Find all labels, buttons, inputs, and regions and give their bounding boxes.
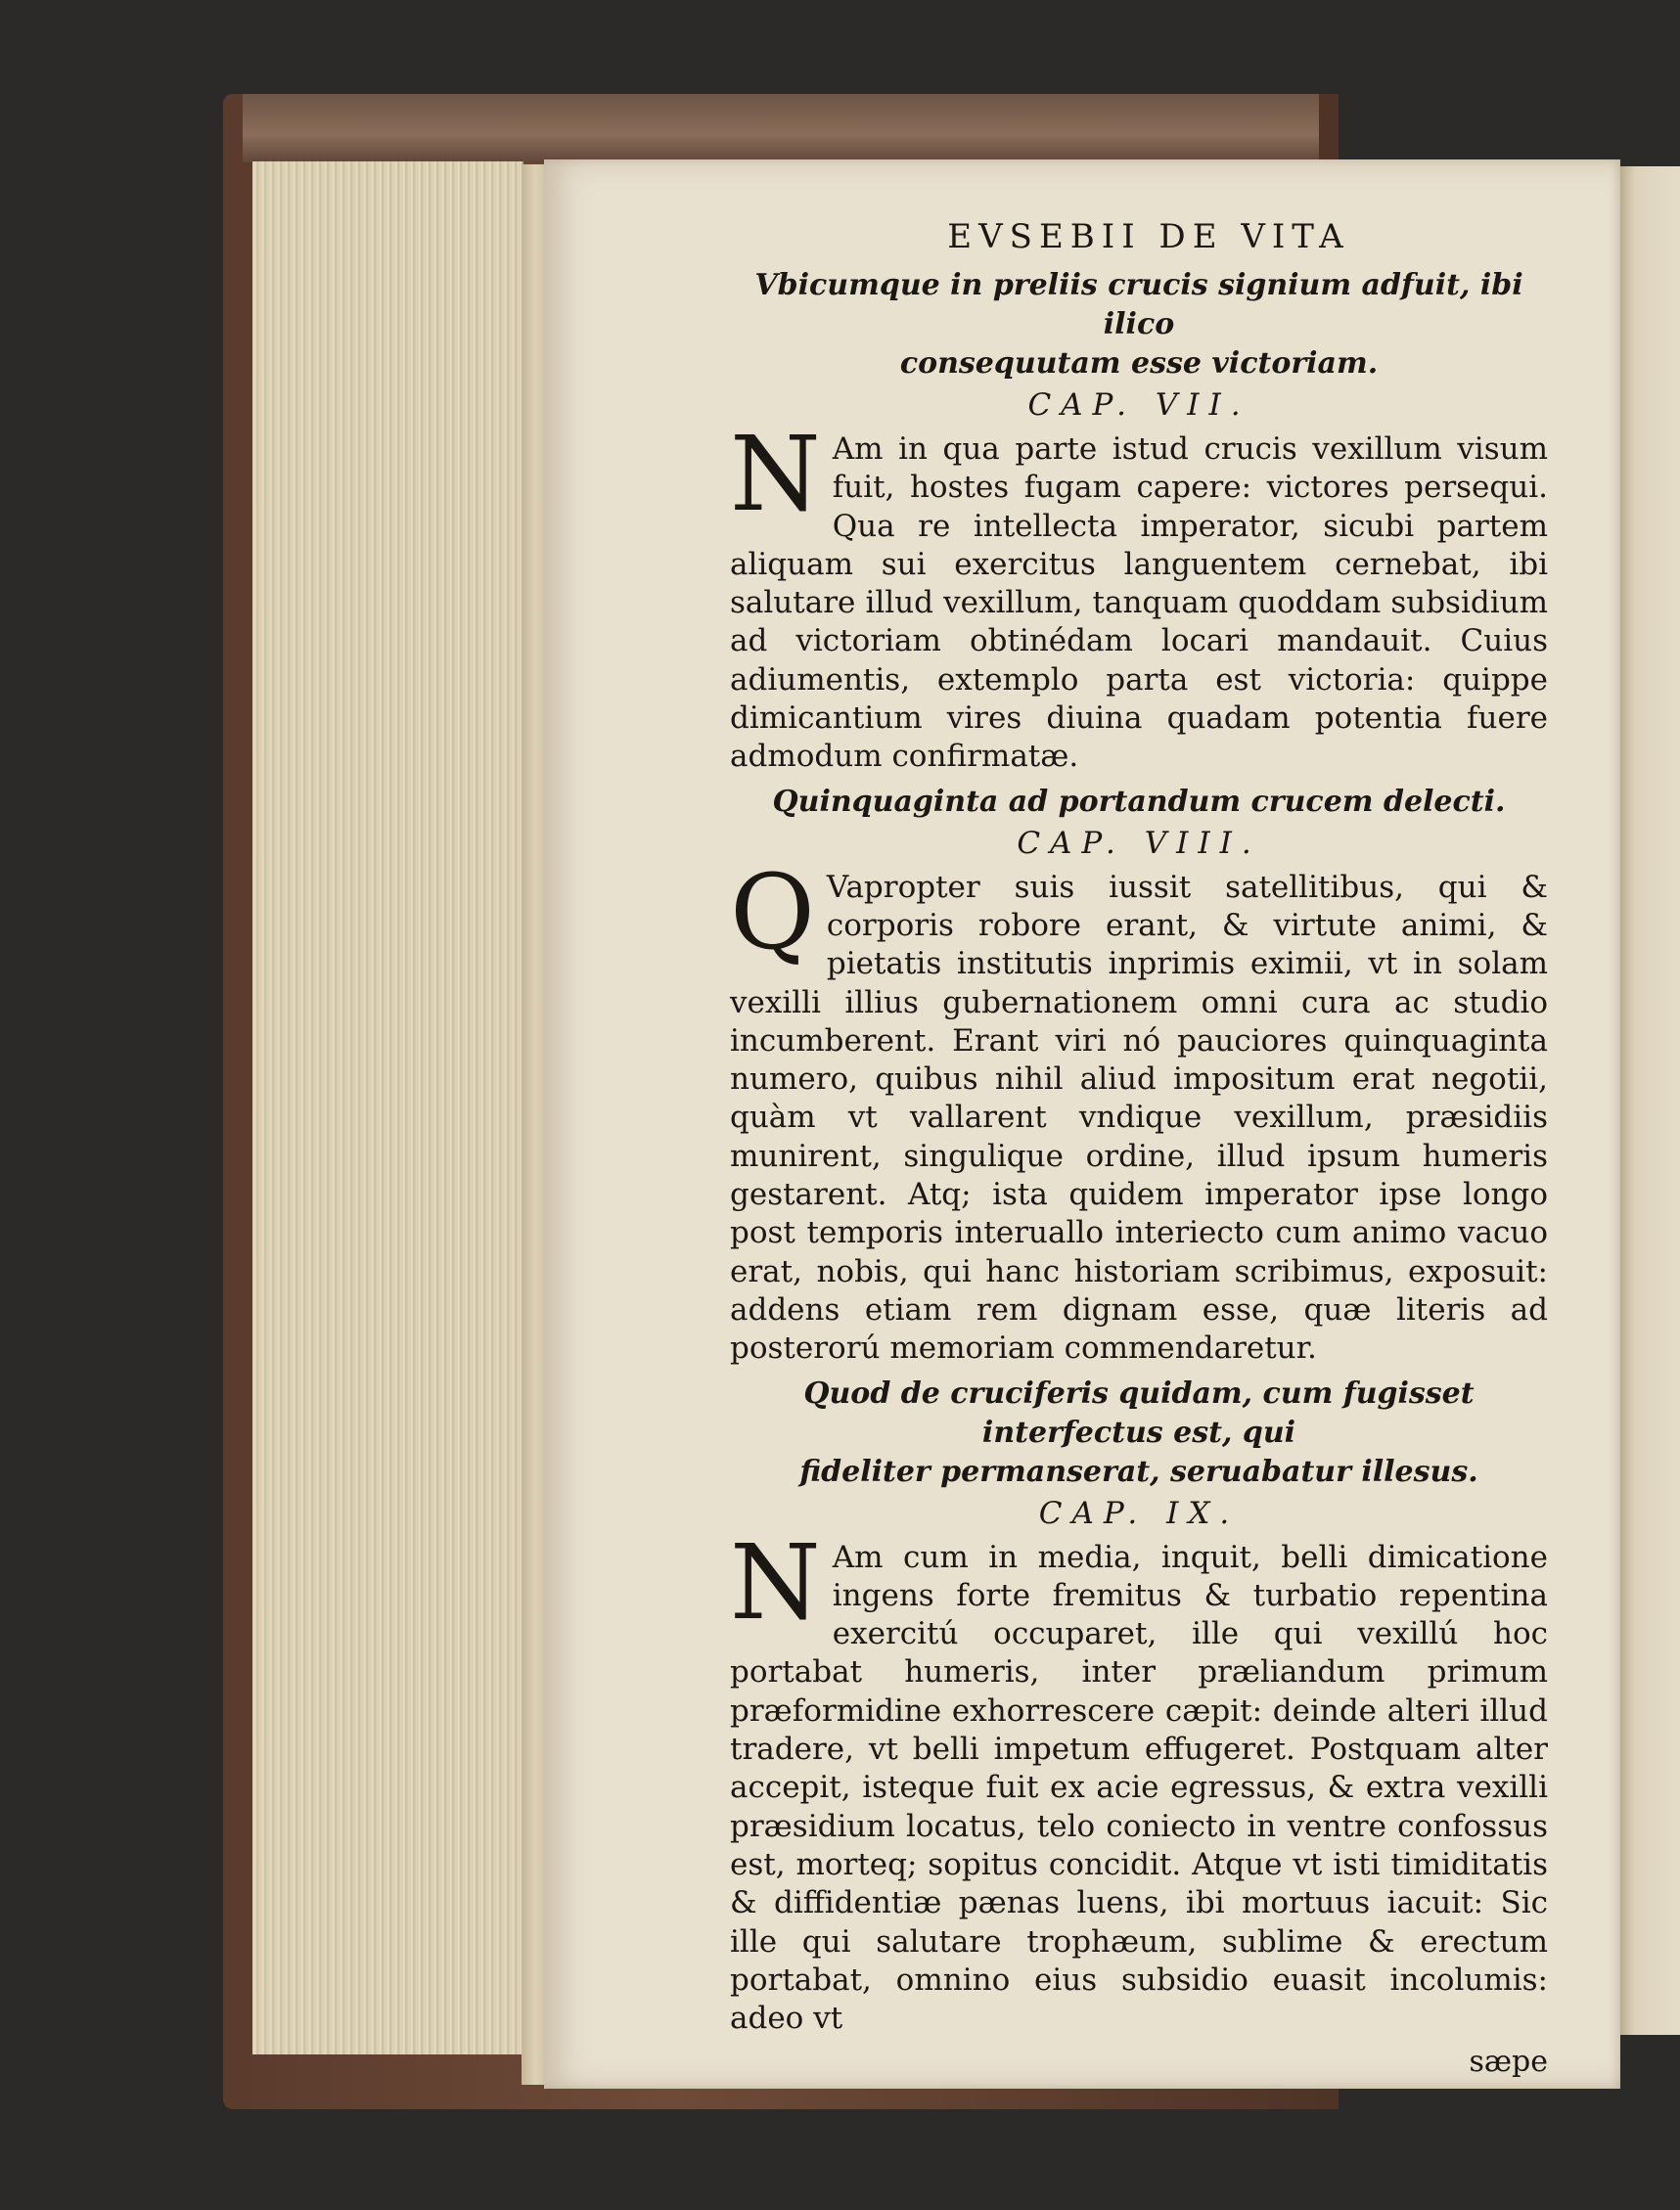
running-head: EVSEBII DE VITA	[947, 217, 1350, 256]
page-text-block	[730, 217, 1548, 2081]
chapter-heading: CAP. VII.	[1027, 387, 1250, 423]
chapter-heading: CAP. IX.	[1038, 1495, 1240, 1531]
section-chapter-7	[730, 266, 1548, 777]
chapter-paragraph	[730, 1521, 1548, 2039]
rubric-line: consequutam esse victoriam.	[899, 346, 1379, 381]
page-edges	[252, 161, 523, 2054]
chapter-heading: CAP. VIII.	[1017, 825, 1261, 861]
facing-page-edge	[1620, 166, 1680, 2035]
rubric-line: Quinquaginta ad portandum crucem delecti.	[772, 784, 1506, 819]
paragraph-text: Am cum in media, inquit, belli dimicatione ingens forte fremitus & turbatio repentina exercitú occuparet, ille qui vexillú hoc portabat humeris, inter præliandum primum præformidine exhorrescere cæpit: deinde alteri illud tradere, vt belli impetum effugeret. Postquam alter accepit, isteque fuit ex acie egressus, & extra vexilli præsidium locatus, telo coniecto in ventre confossus est, morteq; sopitus concidit. Atque vt isti timiditatis & diffidentiæ pænas luens, ibi mortuus iacuit: Sic ille qui salutare trophæum, sublime & erectum portabat, omnino eius subsidio euasit incolumis: adeo vt	[730, 1539, 1548, 2037]
section-chapter-9	[730, 1375, 1548, 2039]
cover-top-edge	[243, 94, 1319, 162]
paragraph-text: Vapropter suis iussit satellitibus, qui & corporis robore erant, & virtute animi, & pietatis institutis inprimis eximii, vt in solam vexilli illius gubernationem omni cura ac studio incumberent. Erant viri nó pauciores quinquaginta numero, quibus nihil aliud impositum erat negotii, quàm vt vallarent vndique vexillum, præsidiis munirent, singulique ordine, illud ipsum humeris gestarent. Atq; ista quidem imperator ipse longo post temporis interuallo interiecto cum animo vacuo erat, nobis, qui hanc historiam scribimus, exposuit: addens etiam rem dignam esse, quæ literis ad posterorú memoriam commendaretur.	[730, 869, 1548, 1367]
catchword: sæpe	[1469, 2045, 1548, 2080]
rubric-line: Quod de cruciferis quidam, cum fugisset interfectus est, qui	[803, 1376, 1475, 1450]
section-chapter-8	[730, 783, 1548, 1369]
rubric-line: Vbicumque in preliis crucis signium adfuit, ibi ilico	[754, 268, 1523, 341]
drop-initial: N	[730, 414, 821, 534]
rubric-line: fideliter permanserat, seruabatur illesus.	[799, 1454, 1478, 1489]
paragraph-text: Am in qua parte istud crucis vexillum visum fuit, hostes fugam capere: victores persequi. Qua re intellecta imperator, sicubi partem aliquam sui exercitus languentem cernebat, ibi salutare illud vexillum, tanquam quoddam subsidium ad victoriam obtinédam locari mandauit. Cuius adiumentis, extemplo parta est victoria: quippe dimicantium vires diuina quadam potentia fuere admodum confirmatæ.	[730, 431, 1548, 775]
chapter-paragraph	[730, 414, 1548, 777]
chapter-paragraph	[730, 851, 1548, 1369]
drop-initial: N	[730, 1521, 821, 1643]
drop-initial: Q	[730, 851, 815, 972]
